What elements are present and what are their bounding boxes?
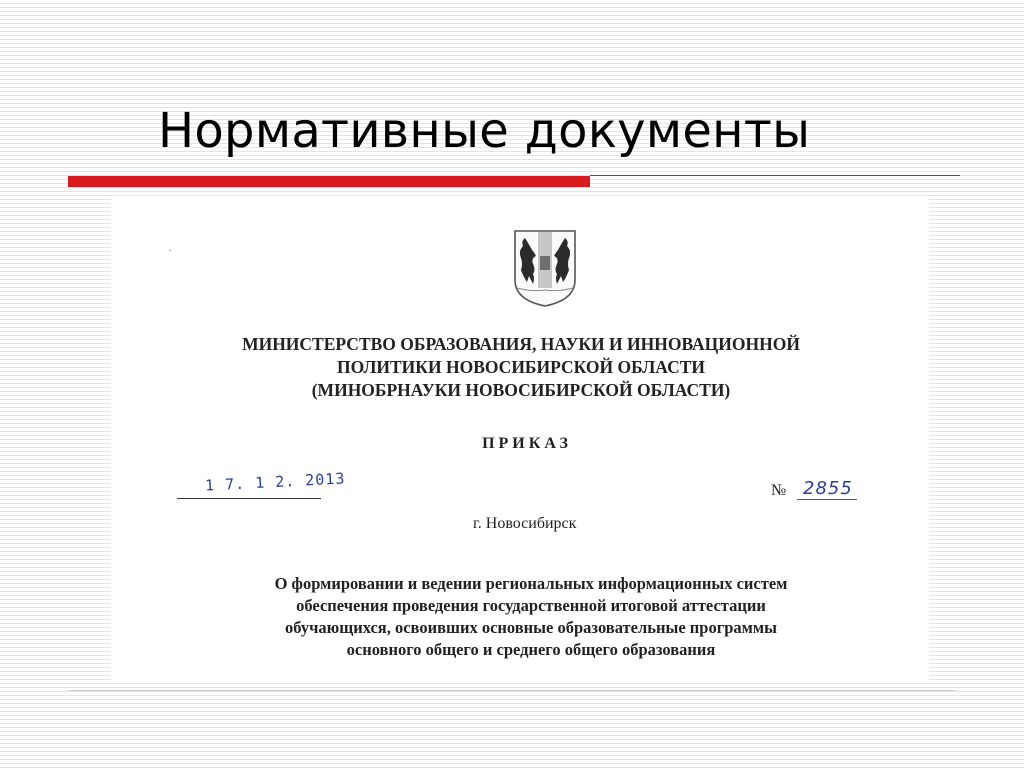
coat-of-arms-icon [512,228,578,308]
order-number: 2855 [803,478,853,499]
document-scan [111,197,929,683]
order-subject [171,573,891,661]
number-underline [797,499,857,500]
ministry-line: ПОЛИТИКИ НОВОСИБИРСКОЙ ОБЛАСТИ [337,357,705,377]
title-divider-thin [590,175,960,176]
slide-title: Нормативные документы [158,103,811,159]
city: г. Новосибирск [473,515,577,532]
scan-speck [169,250,171,251]
ministry-line: МИНИСТЕРСТВО ОБРАЗОВАНИЯ, НАУКИ И ИННОВАЦИОННОЙ [242,334,800,354]
title-divider-red [68,176,590,187]
order-date: 1 7. 1 2. 2013 [204,469,346,495]
subject-line: обеспечения проведения государственной итоговой аттестации [296,596,766,615]
number-sign: № [771,482,787,499]
bottom-rule [68,690,956,691]
ministry-line: (МИНОБРНАУКИ НОВОСИБИРСКОЙ ОБЛАСТИ) [311,380,731,400]
subject-line: обучающихся, освоивших основные образовательные программы [284,618,777,637]
date-underline [177,498,321,499]
order-title: ПРИКАЗ [482,435,572,452]
ministry-name [151,333,891,402]
subject-line: основного общего и среднего общего образования [346,640,716,659]
subject-line: О формировании и ведении региональных информационных систем [274,574,788,593]
